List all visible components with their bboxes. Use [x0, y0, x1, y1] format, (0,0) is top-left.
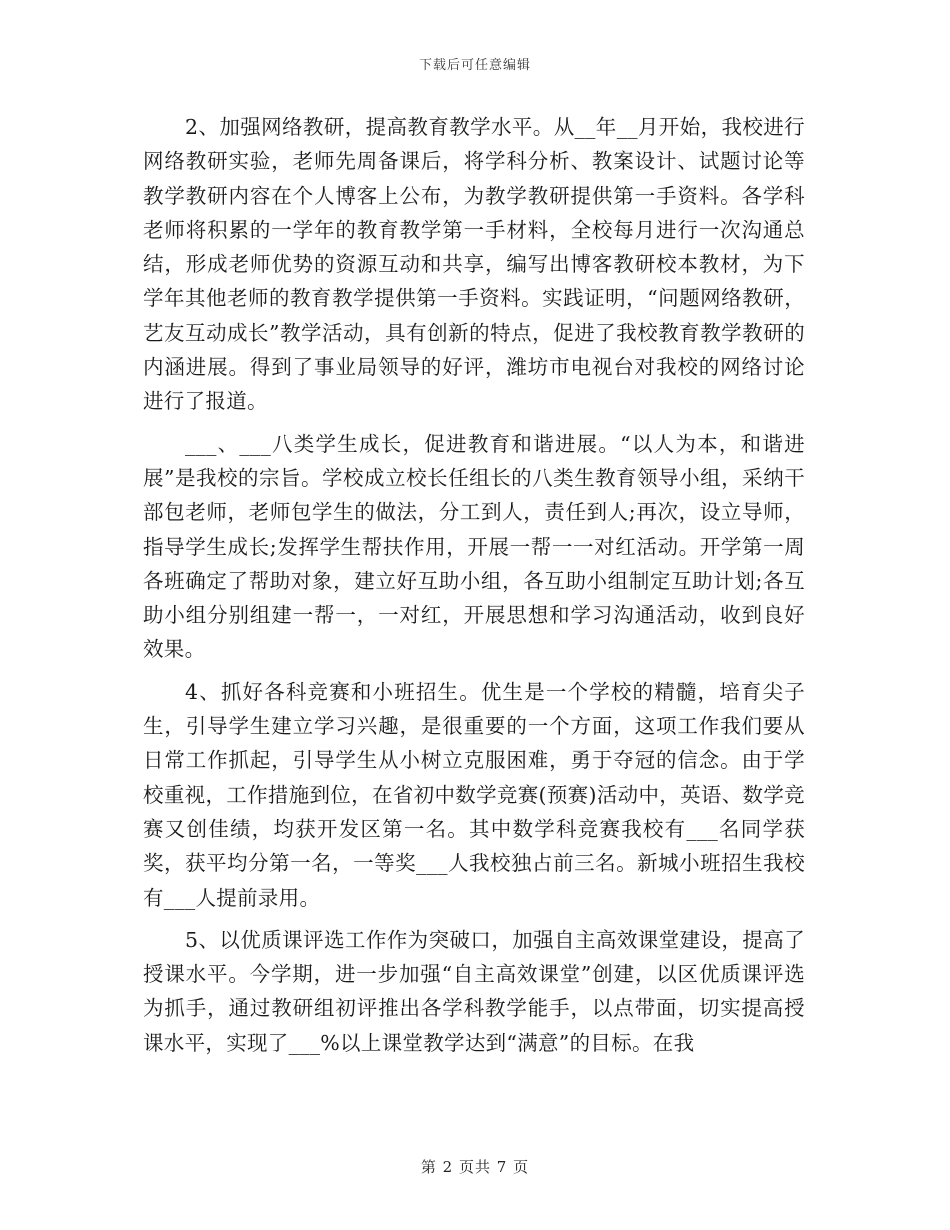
page-header: 下载后可任意编辑 [418, 58, 531, 73]
page-number: 第 2 页共 7 页 [420, 1158, 530, 1176]
paragraph-quality-lessons: 5、以优质课评选工作作为突破口，加强自主高效课堂建设，提高了授课水平。今学期，进一步加强“自主高效课堂”创建，以区优质课评选为抓手，通过教研组初评推出各学科教学能手，以点带面，切实提高授课水平，实现了___%以上课堂教学达到“满意”的目标。在我 [143, 927, 805, 1055]
document-body [143, 110, 805, 1068]
paragraph-network-research: 2、加强网络教研，提高教育教学水平。从__年__月开始，我校进行网络教研实验，老师先周备课后，将学科分析、教案设计、试题讨论等教学教研内容在个人博客上公布，为教学教研提供第一手资料。各学科老师将积累的一学年的教育教学第一手材料，全校每月进行一次沟通总结，形成老师优势的资源互动和共享，编写出博客教研校本教材，为下学年其他老师的教育教学提供第一手资料。实践证明，“问题网络教研，艺友互动成长”教学活动，具有创新的特点，促进了我校教育教学教研的内涵进展。得到了事业局领导的好评，潍坊市电视台对我校的网络讨论进行了报道。 [143, 115, 805, 414]
paragraph-student-growth: ___、___八类学生成长，促进教育和谐进展。“以人为本，和谐进展”是我校的宗旨。学校成立校长任组长的八类生教育领导小组，采纳干部包老师，老师包学生的做法，分工到人，责任到人;再次，设立导师，指导学生成长;发挥学生帮扶作用，开展一帮一一对红活动。开学第一周各班确定了帮助对象，建立好互助小组，各互助小组制定互助计划;各互助小组分别组建一帮一，一对红，开展思想和学习沟通活动，收到良好效果。 [143, 431, 805, 662]
paragraph-competitions: 4、抓好各科竞赛和小班招生。优生是一个学校的精髓，培育尖子生，引导学生建立学习兴趣，是很重要的一个方面，这项工作我们要从日常工作抓起，引导学生从小树立克服困难，勇于夺冠的信念。由于学校重视，工作措施到位，在省初中数学竞赛(预赛)活动中，英语、数学竞赛又创佳绩，均获开发区第一名。其中数学科竞赛我校有___名同学获奖，获平均分第一名，一等奖___人我校独占前三名。新城小班招生我校有___人提前录用。 [143, 679, 805, 910]
